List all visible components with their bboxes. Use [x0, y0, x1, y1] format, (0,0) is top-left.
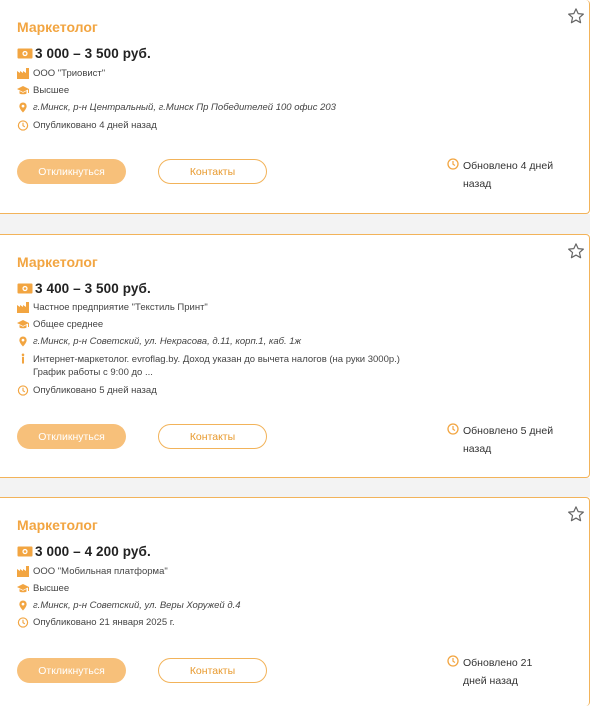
address-text: г.Минск, р-н Советский, ул. Некрасова, д.11, корп.1, каб. 1ж	[33, 336, 302, 347]
description-row	[17, 353, 433, 379]
contacts-button[interactable]: Контакты	[158, 658, 267, 683]
address-row	[17, 102, 336, 114]
education-row	[17, 583, 69, 595]
location-pin-icon	[17, 336, 29, 347]
building-icon	[17, 302, 29, 313]
vacancy-card	[0, 497, 590, 706]
salary-text: 3 400 – 3 500 руб.	[35, 281, 151, 296]
address-text: г.Минск, р-н Центральный, г.Минск Пр Победителей 100 офис 203	[33, 102, 336, 113]
vacancy-title[interactable]: Маркетолог	[17, 254, 98, 270]
published-text: Опубликовано 5 дней назад	[33, 385, 157, 396]
contacts-button[interactable]: Контакты	[158, 424, 267, 449]
published-text: Опубликовано 21 января 2025 г.	[33, 617, 175, 628]
clock-icon	[17, 617, 29, 628]
company-row	[17, 68, 105, 80]
clock-icon	[17, 385, 29, 396]
apply-button[interactable]: Откликнуться	[17, 424, 126, 449]
building-icon	[17, 68, 29, 79]
star-icon[interactable]	[567, 7, 585, 25]
money-icon	[17, 48, 33, 59]
card-separator	[0, 478, 590, 497]
apply-button[interactable]: Откликнуться	[17, 159, 126, 184]
salary	[17, 46, 151, 61]
clock-icon	[447, 655, 459, 667]
description-text: Интернет-маркетолог. evroflag.by. Доход указан до вычета налогов (на руки 3000р.) График работы с 9:00 до ...	[33, 354, 400, 378]
graduation-cap-icon	[17, 319, 29, 330]
education-text: Высшее	[33, 583, 70, 594]
money-icon	[17, 283, 33, 294]
company-name[interactable]: ООО "Триовист"	[33, 68, 106, 79]
education-text: Высшее	[33, 85, 70, 96]
vacancy-title[interactable]: Маркетолог	[17, 517, 98, 533]
vacancy-card	[0, 234, 590, 478]
education-row	[17, 85, 69, 97]
published-row	[17, 120, 157, 132]
location-pin-icon	[17, 600, 29, 611]
education-row	[17, 319, 103, 331]
graduation-cap-icon	[17, 85, 29, 96]
vacancy-title[interactable]: Маркетолог	[17, 19, 98, 35]
address-row	[17, 336, 301, 348]
info-icon	[17, 353, 29, 364]
education-text: Общее среднее	[33, 319, 104, 330]
published-row	[17, 385, 157, 397]
vacancy-card	[0, 0, 590, 214]
address-text: г.Минск, р-н Советский, ул. Веры Хоружей д.4	[33, 600, 241, 611]
updated-text: Обновлено 4 дней назад	[463, 160, 554, 190]
company-name[interactable]: Частное предприятие "Текстиль Принт"	[33, 302, 208, 313]
published-row	[17, 617, 175, 629]
updated-info	[447, 654, 558, 690]
star-icon[interactable]	[567, 505, 585, 523]
location-pin-icon	[17, 102, 29, 113]
updated-text: Обновлено 21 дней назад	[463, 657, 533, 687]
published-text: Опубликовано 4 дней назад	[33, 120, 157, 131]
company-name[interactable]: ООО "Мобильная платформа"	[33, 566, 168, 577]
salary-text: 3 000 – 4 200 руб.	[35, 544, 151, 559]
salary	[17, 281, 151, 296]
updated-info	[447, 422, 558, 458]
money-icon	[17, 546, 33, 557]
address-row	[17, 600, 241, 612]
star-icon[interactable]	[567, 242, 585, 260]
building-icon	[17, 566, 29, 577]
company-row	[17, 302, 208, 314]
company-row	[17, 566, 168, 578]
updated-info	[447, 157, 558, 193]
contacts-button[interactable]: Контакты	[158, 159, 267, 184]
salary	[17, 544, 151, 559]
clock-icon	[447, 158, 459, 170]
updated-text: Обновлено 5 дней назад	[463, 425, 554, 455]
card-separator	[0, 214, 590, 234]
graduation-cap-icon	[17, 583, 29, 594]
salary-text: 3 000 – 3 500 руб.	[35, 46, 151, 61]
apply-button[interactable]: Откликнуться	[17, 658, 126, 683]
clock-icon	[447, 423, 459, 435]
clock-icon	[17, 120, 29, 131]
